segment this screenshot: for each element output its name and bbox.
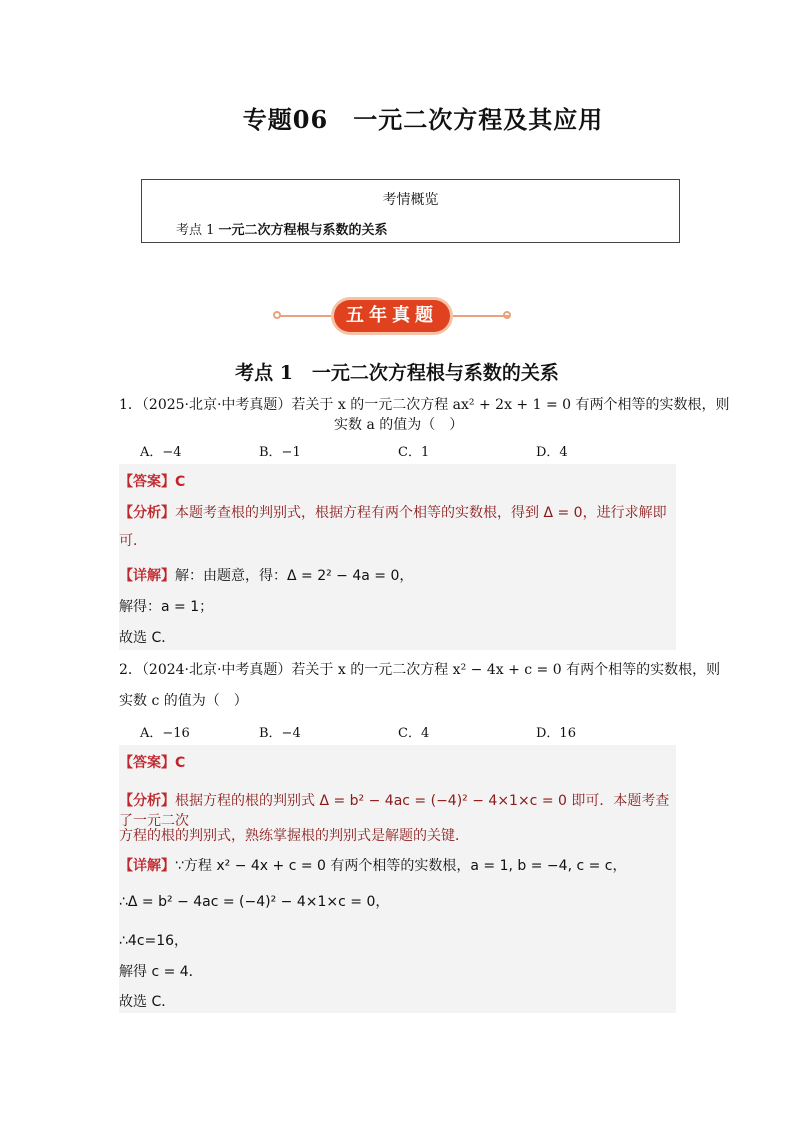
question-1-option-d: D．4 [536,445,568,460]
question-1-detail-line3: 故选 C． [119,630,176,646]
question-2-analysis [119,790,676,830]
question-1-detail-line1 [119,565,413,585]
detail-tag: 【详解】 [119,858,175,874]
analysis-tag: 【分析】 [119,793,175,809]
overview-heading: 考情概览 [382,192,439,208]
question-2-stem-line1: 2．（2024·北京·中考真题）若关于 x 的一元二次方程 x² − 4x + c = 0 有两个相等的实数根，则 [119,662,721,678]
question-2-detail-line1 [119,855,627,875]
question-2-option-c: C．4 [398,726,430,741]
question-1-detail-line2: 解得：a = 1； [119,599,214,615]
question-2-detail-line2: ∴Δ = b² − 4ac = (−4)² − 4×1×c = 0， [119,894,390,910]
overview-item[interactable] [176,219,388,238]
question-2-detail-line3: ∴4c=16， [119,933,189,949]
question-1-analysis-line2: 可． [119,533,147,549]
question-1-option-a: A．−4 [140,445,182,460]
detail-text: ∵方程 x² − 4x + c = 0 有两个相等的实数根，a = 1, b = −4, c = c， [175,858,627,874]
section-banner [271,296,511,336]
question-2-stem-line2: 实数 c 的值为（ ） [119,693,248,709]
question-1-analysis [119,502,667,522]
overview-item-prefix: 考点 1 [176,223,215,238]
section-heading: 考点 1 一元二次方程根与系数的关系 [235,362,559,384]
question-2-option-b: B．−4 [259,726,301,741]
question-2-analysis-line2: 方程的根的判别式，熟练掌握根的判别式是解题的关键． [119,828,469,844]
question-2-option-d: D．16 [536,726,576,741]
banner-line-right [453,315,509,317]
answer-tag: 【答案】 [119,755,175,771]
banner-line-left [279,315,335,317]
question-1-answer [119,471,185,491]
answer-value: C [175,474,186,490]
answer-value: C [175,755,186,771]
question-2-answer [119,752,185,772]
question-1-solution [119,464,676,650]
detail-text: 解：由题意，得：Δ = 2² − 4a = 0， [175,568,414,584]
banner-label: 五年真题 [334,300,450,332]
banner-ornament-right-icon [503,311,511,319]
analysis-tag: 【分析】 [119,505,175,521]
analysis-text: 根据方程的根的判别式 Δ = b² − 4ac = (−4)² − 4×1×c = 0 即可．本题考查了一元二次 [119,793,670,829]
answer-tag: 【答案】 [119,474,175,490]
question-1-stem-line1: 1．（2025·北京·中考真题）若关于 x 的一元二次方程 ax² + 2x + 1 = 0 有两个相等的实数根，则 [119,397,730,413]
overview-box [141,179,680,243]
question-1-option-b: B．−1 [259,445,301,460]
question-2-solution [119,745,676,1013]
question-2-detail-line4: 解得 c = 4． [119,964,203,980]
page-title: 专题06 一元二次方程及其应用 [242,105,604,134]
question-1-option-c: C．1 [398,445,430,460]
detail-tag: 【详解】 [119,568,175,584]
analysis-text: 本题考查根的判别式，根据方程有两个相等的实数根，得到 Δ = 0，进行求解即 [175,505,667,521]
question-1-stem-line2: 实数 a 的值为（ ） [334,417,464,433]
question-2-detail-line5: 故选 C． [119,994,176,1010]
question-2-option-a: A．−16 [140,726,190,741]
overview-item-text: 一元二次方程根与系数的关系 [218,223,388,238]
